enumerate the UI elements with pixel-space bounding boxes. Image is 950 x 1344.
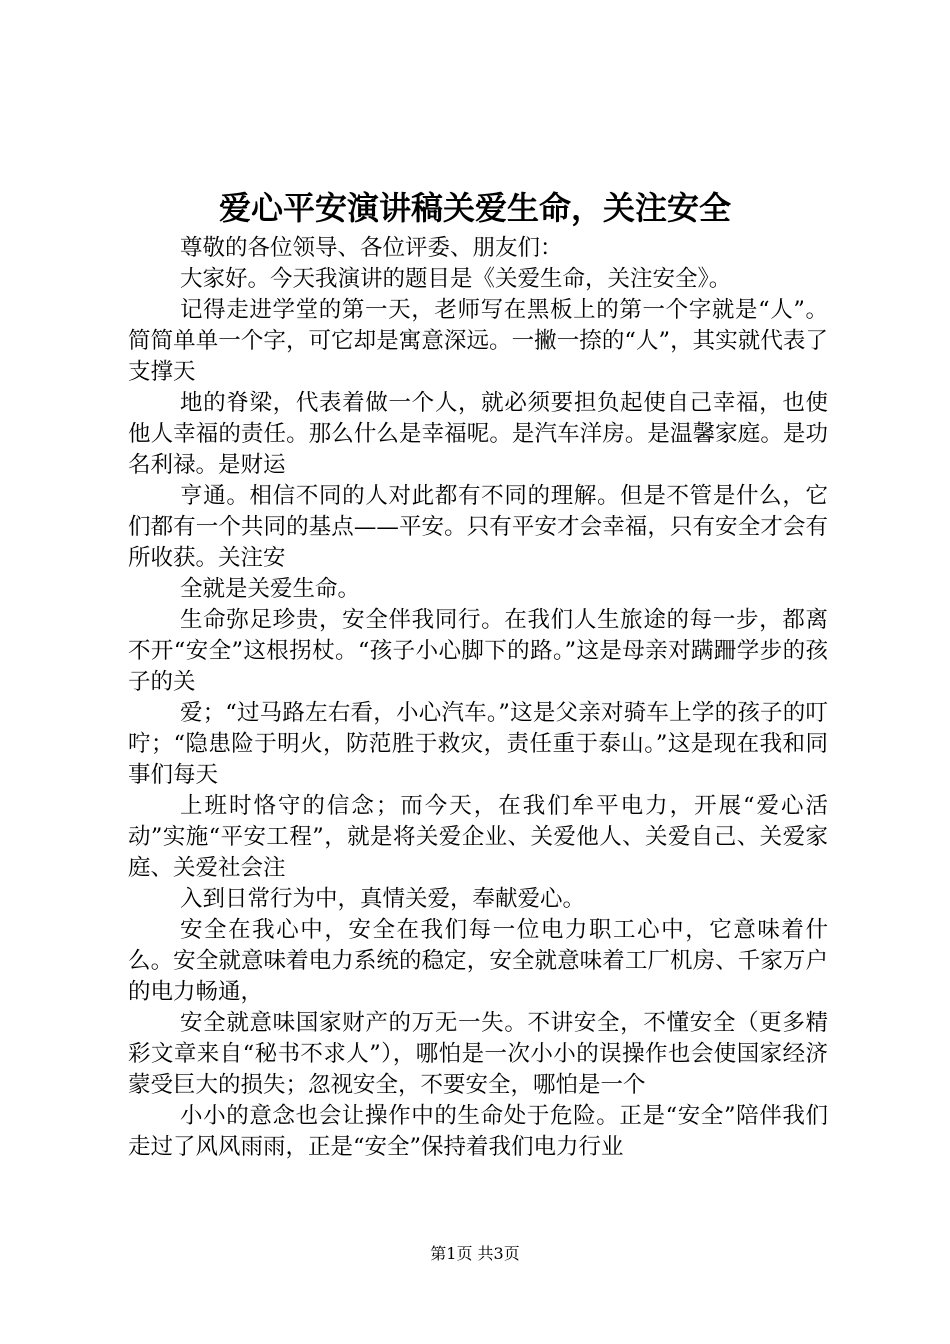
- paragraph-13: 小小的意念也会让操作中的生命处于危险。正是“安全”陪伴我们走过了风风雨雨，正是“安全”保持着我们电力行业: [128, 1103, 828, 1160]
- paragraph-1: 尊敬的各位领导、各位评委、朋友们：: [180, 235, 563, 261]
- paragraph-5: 亨通。相信不同的人对此都有不同的理解。但是不管是什么，它们都有一个共同的基点——平安。只有平安才会幸福，只有安全才会有所收获。关注安: [128, 483, 828, 571]
- paragraph-2: 大家好。今天我演讲的题目是《关爱生命，关注安全》。: [180, 266, 732, 292]
- paragraph-10: 入到日常行为中，真情关爱，奉献爱心。: [180, 886, 586, 912]
- paragraph-12: 安全就意味国家财产的万无一失。不讲安全，不懂安全（更多精彩文章来自“秘书不求人”），哪怕是一次小小的误操作也会使国家经济蒙受巨大的损失；忽视安全，不要安全，哪怕是一个: [128, 1010, 828, 1098]
- paragraph-6: 全就是关爱生命。: [180, 576, 361, 602]
- document-body: [128, 233, 828, 1163]
- paragraph-7: 生命弥足珍贵，安全伴我同行。在我们人生旅途的每一步，都离不开“安全”这根拐杖。“孩子小心脚下的路。”这是母亲对蹒跚学步的孩子的关: [128, 607, 828, 695]
- page-footer: 第1页 共3页: [430, 1244, 520, 1263]
- paragraph-8: 爱；“过马路左右看，小心汽车。”这是父亲对骑车上学的孩子的叮咛；“隐患险于明火，防范胜于救灾，责任重于泰山。”这是现在我和同事们每天: [128, 700, 828, 788]
- paragraph-9: 上班时恪守的信念；而今天，在我们牟平电力，开展“爱心活动”实施“平安工程”，就是将关爱企业、关爱他人、关爱自己、关爱家庭、关爱社会注: [128, 793, 828, 881]
- paragraph-4: 地的脊梁，代表着做一个人，就必须要担负起使自己幸福，也使他人幸福的责任。那么什么是幸福呢。是汽车洋房。是温馨家庭。是功名利禄。是财运: [128, 390, 828, 478]
- document-title: 爱心平安演讲稿关爱生命，关注安全: [218, 189, 731, 227]
- paragraph-3: 记得走进学堂的第一天，老师写在黑板上的第一个字就是“人”。简简单单一个字，可它却是寓意深远。一撇一捺的“人”，其实就代表了支撑天: [128, 297, 828, 385]
- paragraph-11: 安全在我心中，安全在我们每一位电力职工心中，它意味着什么。安全就意味着电力系统的稳定，安全就意味着工厂机房、千家万户的电力畅通，: [128, 917, 828, 1005]
